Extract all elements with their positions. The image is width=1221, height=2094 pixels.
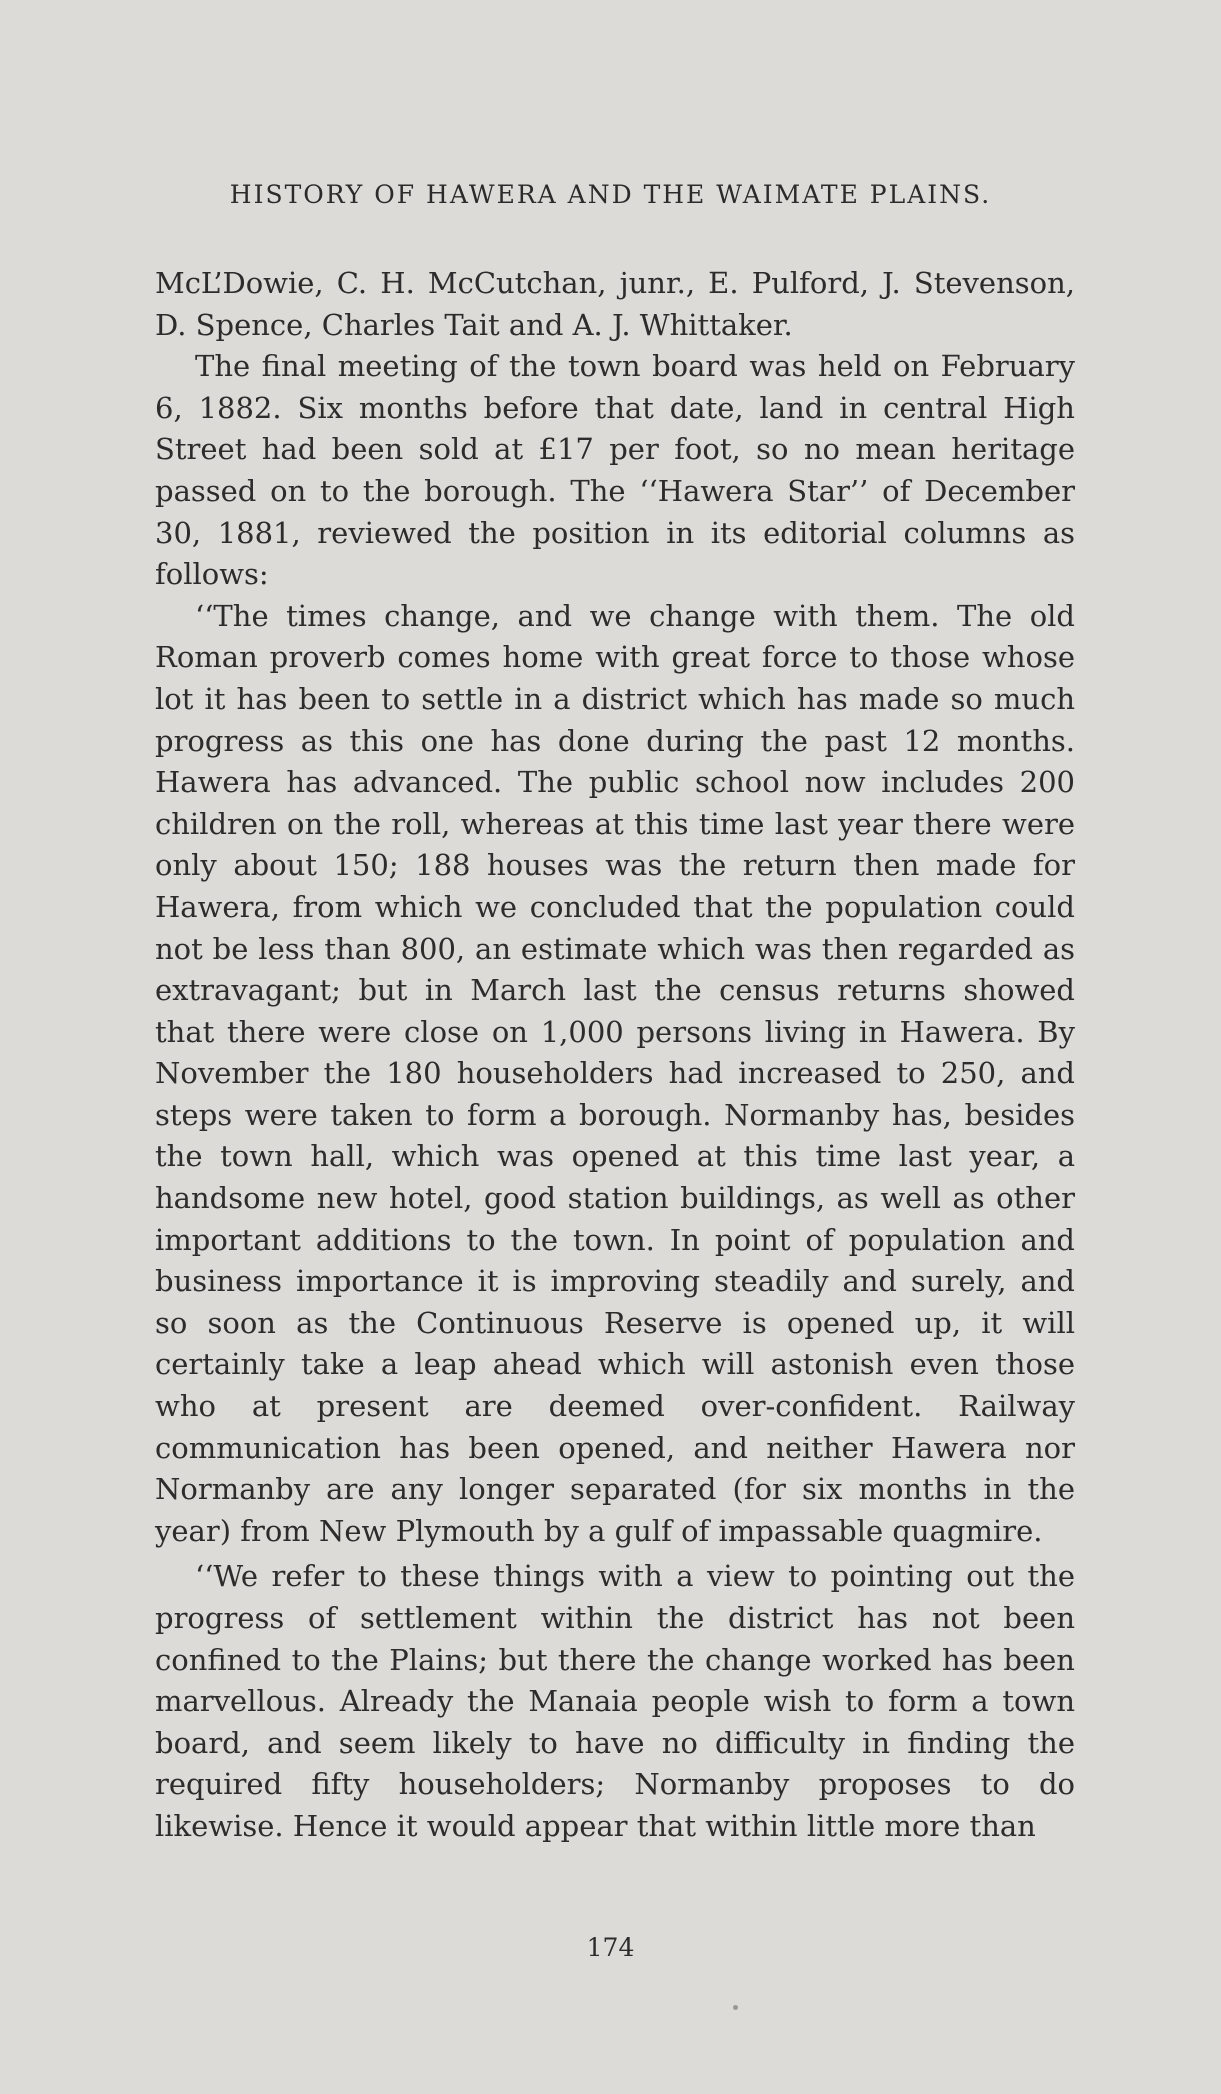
- quote-paragraph-times-change: ‘‘The times change, and we change with them. The old Roman proverb comes home with great force to those whose lot it has been to settle in a district which has made so much progress as this one has done during the past 12 months. Hawera has advanced. The public school now includes 200 children on the roll, whereas at this time last year there were only about 150; 188 houses was the return then made for Hawera, from which we concluded that the population could not be less than 800, an estimate which was then regarded as extravagant; but in March last the census returns showed that there were close on 1,000 persons living in Hawera. By November the 180 householders had increased to 250, and steps were taken to form a borough. Normanby has, besides the town hall, which was opened at this time last year, a handsome new hotel, good station buildings, as well as other important additions to the town. In point of population and business importance it is improving steadily and surely, and so soon as the Continuous Reserve is opened up, it will certainly take a leap ahead which will astonish even those who at present are deemed over-confident. Railway communication has been opened, and neither Hawera nor Normanby are any longer separated (for six months in the year) from New Plymouth by a gulf of impassable quagmire.: [155, 598, 1075, 1548]
- paragraph-continued: McL’Dowie, C. H. McCutchan, junr., E. Pulford, J. Stevenson, D. Spence, Charles Tait and A. J. Whittaker.: [155, 266, 1075, 342]
- body-text: [155, 263, 1075, 1848]
- paper-speck: [733, 2005, 738, 2010]
- paragraph-final-meeting: The final meeting of the town board was held on February 6, 1882. Six months before that date, land in central High Street had been sold at £17 per foot, so no mean heritage passed on to the borough. The ‘‘Hawera Star’’ of December 30, 1881, reviewed the position in its editorial columns as follows:: [155, 349, 1075, 592]
- page-number: 174: [586, 1933, 635, 1962]
- running-head: HISTORY OF HAWERA AND THE WAIMATE PLAINS.: [229, 180, 992, 209]
- quote-paragraph-progress: ‘‘We refer to these things with a view to pointing out the progress of settlement within the district has not been confined to the Plains; but there the change worked has been marvellous. Already the Manaia people wish to form a town board, and seem likely to have no difficulty in finding the required fifty householders; Normanby proposes to do likewise. Hence it would appear that within little more than: [155, 1559, 1075, 1843]
